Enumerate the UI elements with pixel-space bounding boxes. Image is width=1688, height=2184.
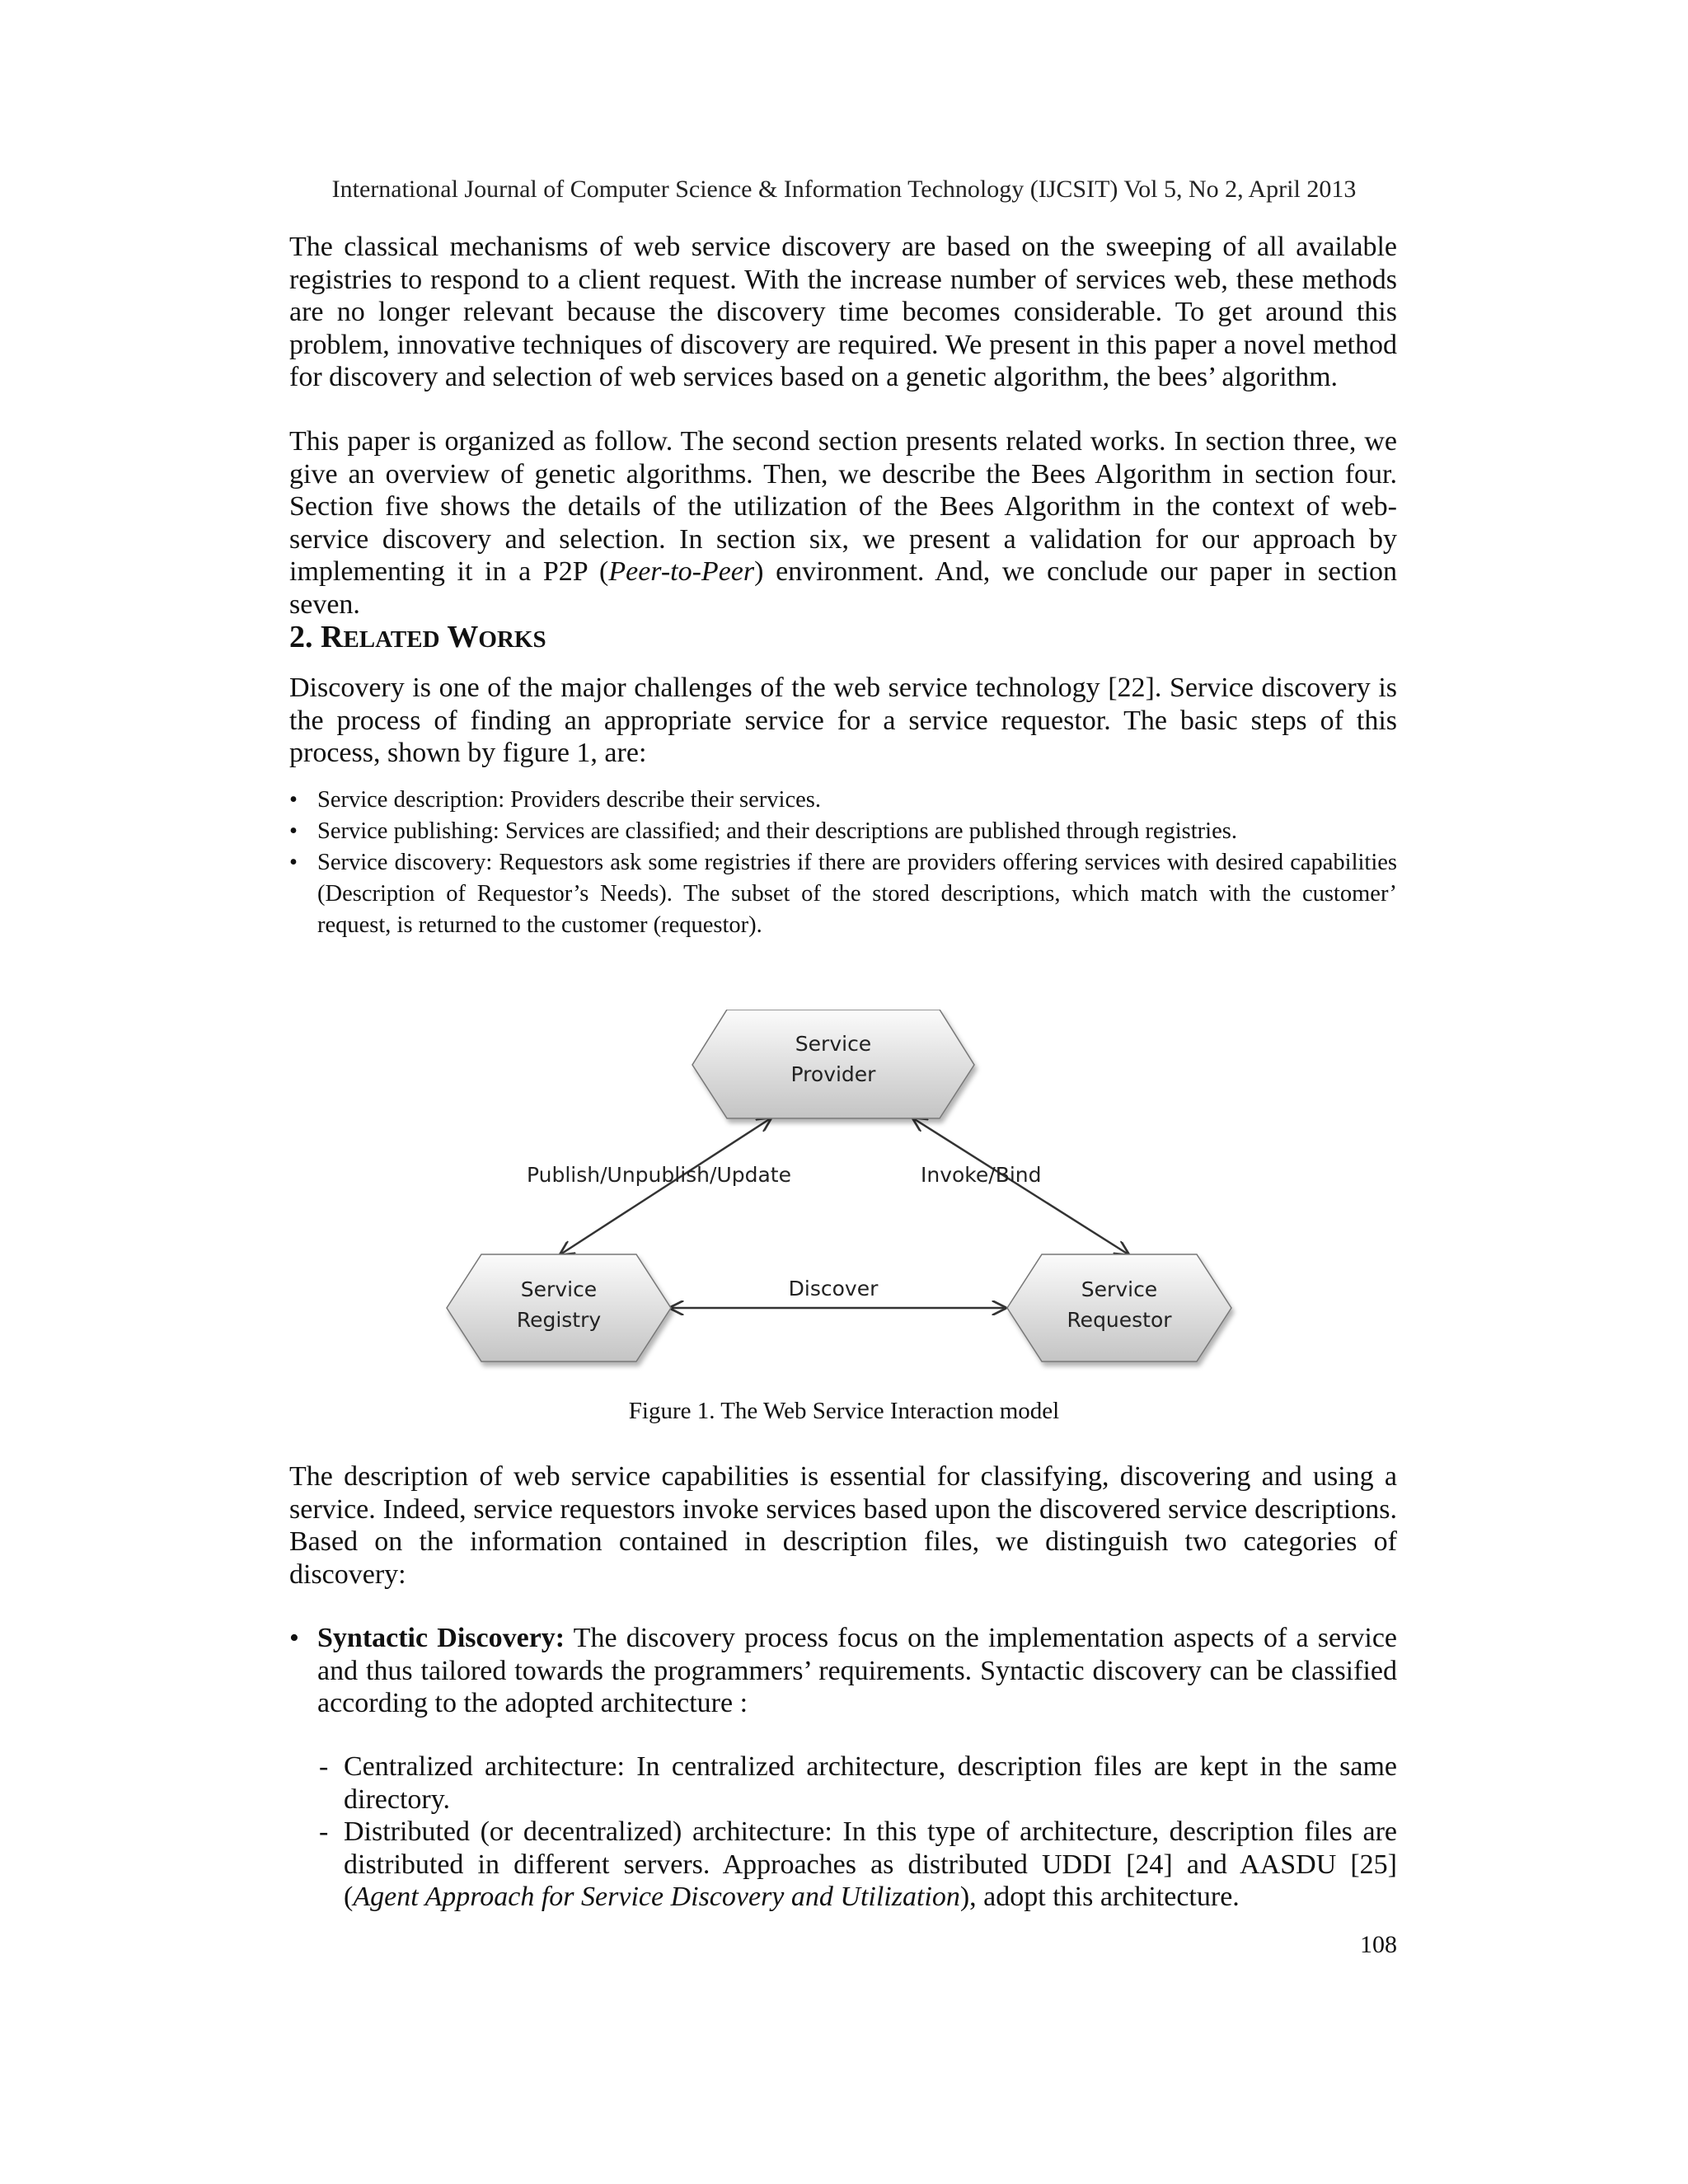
intro-p2-italic: Peer-to-Peer [608,556,755,587]
invoke-edge-label: Invoke/Bind [921,1163,1042,1187]
bullet-icon: • [289,787,298,813]
service-provider-label-2: Provider [790,1062,876,1086]
service-provider-label-1: Service [795,1032,872,1056]
bullet-icon: • [289,850,298,875]
bullet-icon: • [289,818,298,844]
bullet-icon: • [289,1623,299,1653]
intro-paragraph-1: The classical mechanisms of web service discovery are based on the sweeping of all available registries to respond to a client request. With the increase number of services web, these methods are no longer relevant because the discovery time becomes considerable. To get around this problem, innovative techniques of discovery are required. We present in this paper a novel method for discovery and selection of web services based on a genetic algorithm, the bees’ algorithm. [289,232,1397,392]
page-number: 108 [1360,1931,1397,1958]
service-registry-label-2: Registry [516,1308,602,1332]
syntactic-label: Syntactic Discovery: [317,1623,565,1653]
discover-edge-label: Discover [788,1277,879,1301]
journal-header: International Journal of Computer Science & Information Technology (IJCSIT) Vol 5, No 2, April 2013 [331,176,1357,203]
list-item: • Service description: Providers describe their services. [289,785,1397,816]
service-requestor-label-2: Requestor [1067,1308,1172,1332]
centralized-item: - Centralized architecture: In centralized architecture, description files are kept in the same directory. [319,1751,1397,1815]
architecture-list [319,1750,1397,1914]
publish-edge-label: Publish/Unpublish/Update [527,1163,791,1187]
syntactic-discovery-item [289,1622,1397,1720]
intro-p2-text-b: ) environment. And, we conclude our paper in section seven. [289,556,1397,620]
section-2-paragraph: Discovery is one of the major challenges of the web service technology [22]. Service discovery is the process of finding an appropriate service for a service requestor. The basic steps of this process, shown by figure 1, are: [289,673,1397,768]
intro-paragraph-2 [289,425,1397,621]
after-figure-paragraph: The description of web service capabilities is essential for classifying, discovering and using a service. Indeed, service requestors invoke services based upon the discovered service descriptions. Based on the information contained in description files, we distinguish two categories of discovery: [289,1461,1397,1590]
list-item: • Syntactic Discovery: The discovery process focus on the implementation aspects of a service and thus tailored towards the programmers’ requirements. Syntactic discovery can be classified according to the adopted architecture : [289,1623,1397,1718]
service-requestor-label-1: Service [1081,1277,1158,1301]
service-registry-label-1: Service [520,1277,598,1301]
list-item: • Service discovery: Requestors ask some registries if there are providers offering services with desired capabilities (Description of Requestor’s Needs). The subset of the stored descriptions, which match with the customer’ request, is returned to the customer (requestor). [289,847,1397,941]
section-2-heading: 2. RELATED WORKS [289,620,546,654]
web-service-interaction-diagram [445,1010,1253,1372]
intro-p2-text-a: This paper is organized as follow. The second section presents related works. In section three, we give an overview of genetic algorithms. Then, we describe the Bees Algorithm in section four. Section five shows the details of the utilization of the Bees Algorithm in the context of web-service discovery and selection. In section six, we present a validation for our approach by implementing it in a P2P ( [289,426,1397,587]
discovery-steps-list [289,785,1397,941]
distributed-item: - Distributed (or decentralized) architecture: In this type of architecture, description files are distributed in different servers. Approaches as distributed UDDI [24] and AASDU [25] (Agent Approach for Service Discovery and Utilization), adopt this architecture. [319,1816,1397,1912]
list-item: • Service publishing: Services are classified; and their descriptions are published through registries. [289,816,1397,847]
figure-caption: Figure 1. The Web Service Interaction model [628,1398,1060,1424]
